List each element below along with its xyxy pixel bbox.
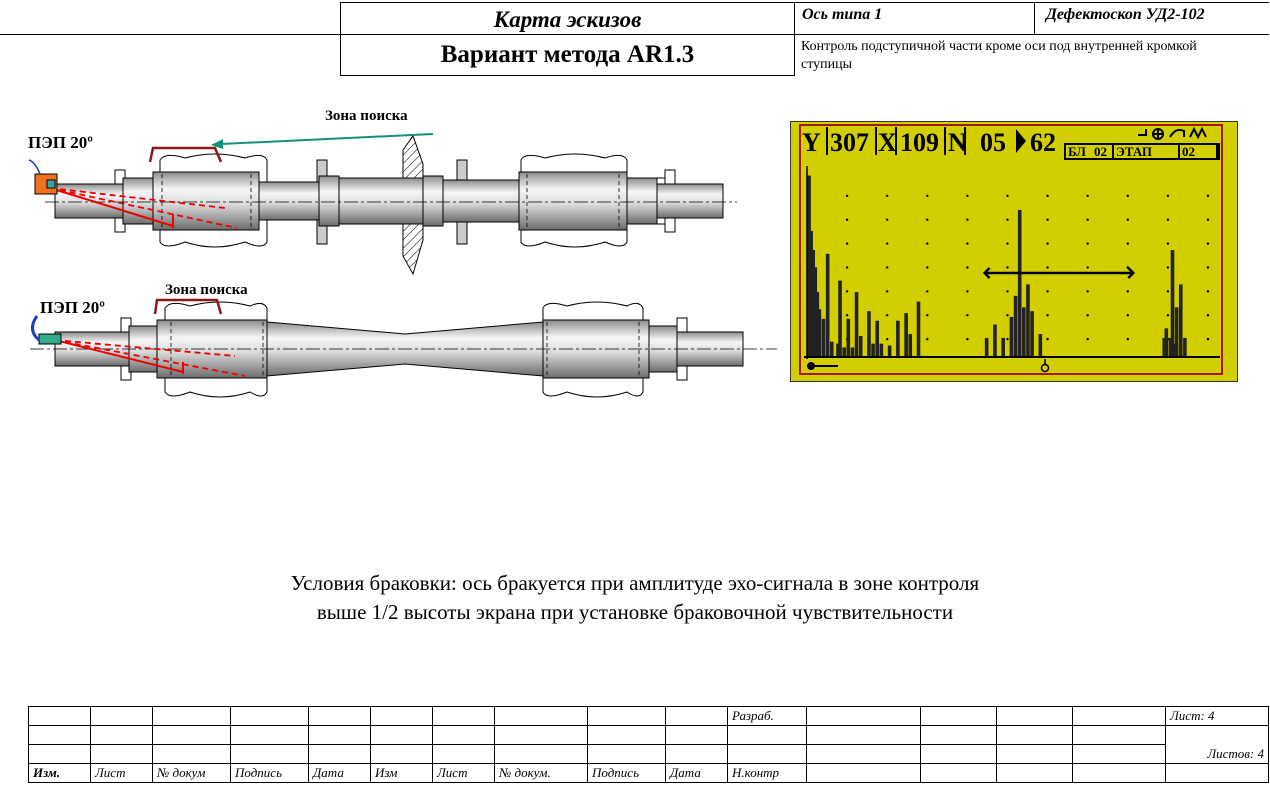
stamp-col-izm-2: Изм xyxy=(371,764,433,783)
echo-bar xyxy=(855,292,859,357)
stamp-col-izm: Изм. xyxy=(29,764,91,783)
reject-condition-line1: Условия браковки: ось бракуется при амплитуде эхо-сигнала в зоне контроля xyxy=(290,571,980,595)
grid-dot xyxy=(966,242,968,244)
grid-dot xyxy=(846,195,848,197)
gain-value: 62 xyxy=(1030,128,1056,157)
echo-bar xyxy=(1179,284,1183,357)
grid-dot xyxy=(846,266,848,268)
grid-dot xyxy=(1086,338,1088,340)
grid-dot xyxy=(886,338,888,340)
stamp-col-dokum: № докум xyxy=(153,764,231,783)
grid-dot xyxy=(926,219,928,221)
method-title: Вариант метода AR1.3 xyxy=(440,41,695,68)
grid-dot xyxy=(886,314,888,316)
grid-dot xyxy=(1086,195,1088,197)
grid-dot xyxy=(1167,314,1169,316)
grid-dot xyxy=(1046,195,1048,197)
grid-dot xyxy=(1046,266,1048,268)
grid-dot xyxy=(966,266,968,268)
grid-dot xyxy=(1127,314,1129,316)
echo-bar xyxy=(1018,210,1022,357)
grid-dot xyxy=(926,314,928,316)
zone-label-top: Зона поиска xyxy=(325,108,408,124)
x-value: 109 xyxy=(900,128,939,157)
grid-dot xyxy=(1207,266,1209,268)
device-name: Дефектоскоп УД2-102 xyxy=(1046,6,1205,23)
echo-bar xyxy=(904,313,908,357)
flaw-detector-screen xyxy=(790,121,1238,382)
echo-bar xyxy=(871,344,875,357)
probe-bottom xyxy=(39,334,61,344)
stage-value: 02 xyxy=(1182,144,1195,159)
stamp-col-list: Лист xyxy=(91,764,153,783)
grid-dot xyxy=(1046,338,1048,340)
grid-dot xyxy=(926,195,928,197)
stamp-nkontr: Н.контр xyxy=(728,764,807,783)
echo-bar xyxy=(1014,296,1018,357)
stamp-col-data: Дата xyxy=(309,764,371,783)
echo-bar xyxy=(1183,338,1187,357)
grid-dot xyxy=(1006,266,1008,268)
echo-bar xyxy=(1001,338,1005,357)
grid-dot xyxy=(1006,290,1008,292)
echo-bar xyxy=(851,347,855,357)
grid-dot xyxy=(926,242,928,244)
echo-bar xyxy=(867,311,871,357)
grid-dot xyxy=(966,314,968,316)
grid-dot xyxy=(1006,195,1008,197)
shaft-seat-left xyxy=(153,172,259,230)
echo-bar xyxy=(842,347,846,357)
grid-dot xyxy=(1127,219,1129,221)
grid-dot xyxy=(1006,242,1008,244)
grid-dot xyxy=(1167,195,1169,197)
grid-dot xyxy=(846,242,848,244)
grid-dot xyxy=(966,195,968,197)
n-label: N xyxy=(948,128,967,157)
x-label: X xyxy=(878,128,897,157)
echo-bar xyxy=(1026,284,1030,357)
grid-dot xyxy=(1207,195,1209,197)
echo-bar xyxy=(822,319,826,357)
axle-type: Ось типа 1 xyxy=(802,6,883,23)
sketch-axle-with-gear xyxy=(25,100,770,280)
echo-bar xyxy=(917,302,921,357)
grid-dot xyxy=(1046,290,1048,292)
grid-dot xyxy=(1207,290,1209,292)
echo-bar xyxy=(875,321,879,357)
grid-dot xyxy=(1127,290,1129,292)
echo-bar xyxy=(1171,250,1175,357)
sketch-axle-plain xyxy=(25,290,785,415)
echo-bar xyxy=(830,342,834,357)
probe-label-top: ПЭП 20º xyxy=(28,133,93,152)
grid-dot xyxy=(1207,338,1209,340)
echo-bar xyxy=(1175,307,1179,357)
grid-dot xyxy=(1167,290,1169,292)
grid-dot xyxy=(1127,338,1129,340)
grid-dot xyxy=(1046,314,1048,316)
echo-bar xyxy=(859,336,863,357)
grid-dot xyxy=(846,219,848,221)
grid-dot xyxy=(926,338,928,340)
grid-dot xyxy=(886,195,888,197)
grid-dot xyxy=(886,290,888,292)
echo-bar xyxy=(1010,317,1014,357)
control-description: Контроль подступичной части кроме оси под внутренней кромкой ступицы xyxy=(801,39,1197,72)
echo-bar xyxy=(1165,328,1169,357)
grid-dot xyxy=(1046,242,1048,244)
grid-dot xyxy=(1127,242,1129,244)
grid-dot xyxy=(1006,338,1008,340)
grid-dot xyxy=(1207,314,1209,316)
stamp-col-podpis: Подпись xyxy=(231,764,309,783)
grid-dot xyxy=(886,219,888,221)
echo-bar xyxy=(880,344,884,357)
grid-dot xyxy=(966,219,968,221)
grid-dot xyxy=(966,338,968,340)
grid-dot xyxy=(1046,219,1048,221)
n-value: 05 xyxy=(980,128,1006,157)
block-value: 02 xyxy=(1094,144,1107,159)
grid-dot xyxy=(1086,219,1088,221)
block-label: БЛ xyxy=(1068,144,1086,159)
stage-label: ЭТАП xyxy=(1116,144,1153,159)
map-title: Карта эскизов xyxy=(493,6,642,32)
grid-dot xyxy=(1167,219,1169,221)
grid-dot xyxy=(846,290,848,292)
echo-bar xyxy=(847,319,851,357)
stamp-col-podpis-2: Подпись xyxy=(588,764,666,783)
echo-bar xyxy=(985,338,989,357)
grid-dot xyxy=(1127,195,1129,197)
grid-dot xyxy=(1207,219,1209,221)
stamp-col-data-2: Дата xyxy=(666,764,728,783)
y-value: 307 xyxy=(830,128,869,157)
echo-bar xyxy=(818,309,822,357)
echo-bar xyxy=(1039,334,1043,357)
echo-bar xyxy=(1022,307,1026,357)
grid-dot xyxy=(1167,242,1169,244)
grid-dot xyxy=(886,242,888,244)
stamp-col-dokum-2: № докум. xyxy=(495,764,588,783)
stamp-sheet: Лист: 4 xyxy=(1166,707,1269,726)
grid-dot xyxy=(926,290,928,292)
y-label: Y xyxy=(802,128,821,157)
echo-bar xyxy=(993,325,997,357)
echo-bar xyxy=(888,346,892,357)
stamp-razrab: Разраб. xyxy=(728,707,807,726)
grid-dot xyxy=(886,266,888,268)
grid-dot xyxy=(1006,314,1008,316)
zone-label-bottom: Зона поиска xyxy=(165,282,248,298)
grid-dot xyxy=(1167,266,1169,268)
stamp-sheets-total: Листов: 4 xyxy=(1166,745,1269,764)
shaft-end-right xyxy=(657,184,723,218)
echo-bar xyxy=(1030,311,1034,357)
grid-dot xyxy=(1086,290,1088,292)
grid-dot xyxy=(966,290,968,292)
shaft-seat-right xyxy=(519,172,627,230)
grid-dot xyxy=(1086,266,1088,268)
echo-bar xyxy=(838,281,842,357)
grid-dot xyxy=(926,266,928,268)
grid-dot xyxy=(846,314,848,316)
reject-condition-line2: выше 1/2 высоты экрана при установке браковочной чувствительности xyxy=(316,600,954,624)
grid-dot xyxy=(1086,314,1088,316)
stamp-col-list-2: Лист xyxy=(433,764,495,783)
echo-bar xyxy=(908,334,912,357)
grid-dot xyxy=(1207,242,1209,244)
title-block xyxy=(28,706,1269,783)
echo-bar xyxy=(826,254,830,357)
probe-label-bottom: ПЭП 20º xyxy=(40,298,105,317)
shaft-middle xyxy=(339,178,423,224)
echo-bar xyxy=(896,321,900,357)
grid-dot xyxy=(1086,242,1088,244)
grid-dot xyxy=(1006,219,1008,221)
